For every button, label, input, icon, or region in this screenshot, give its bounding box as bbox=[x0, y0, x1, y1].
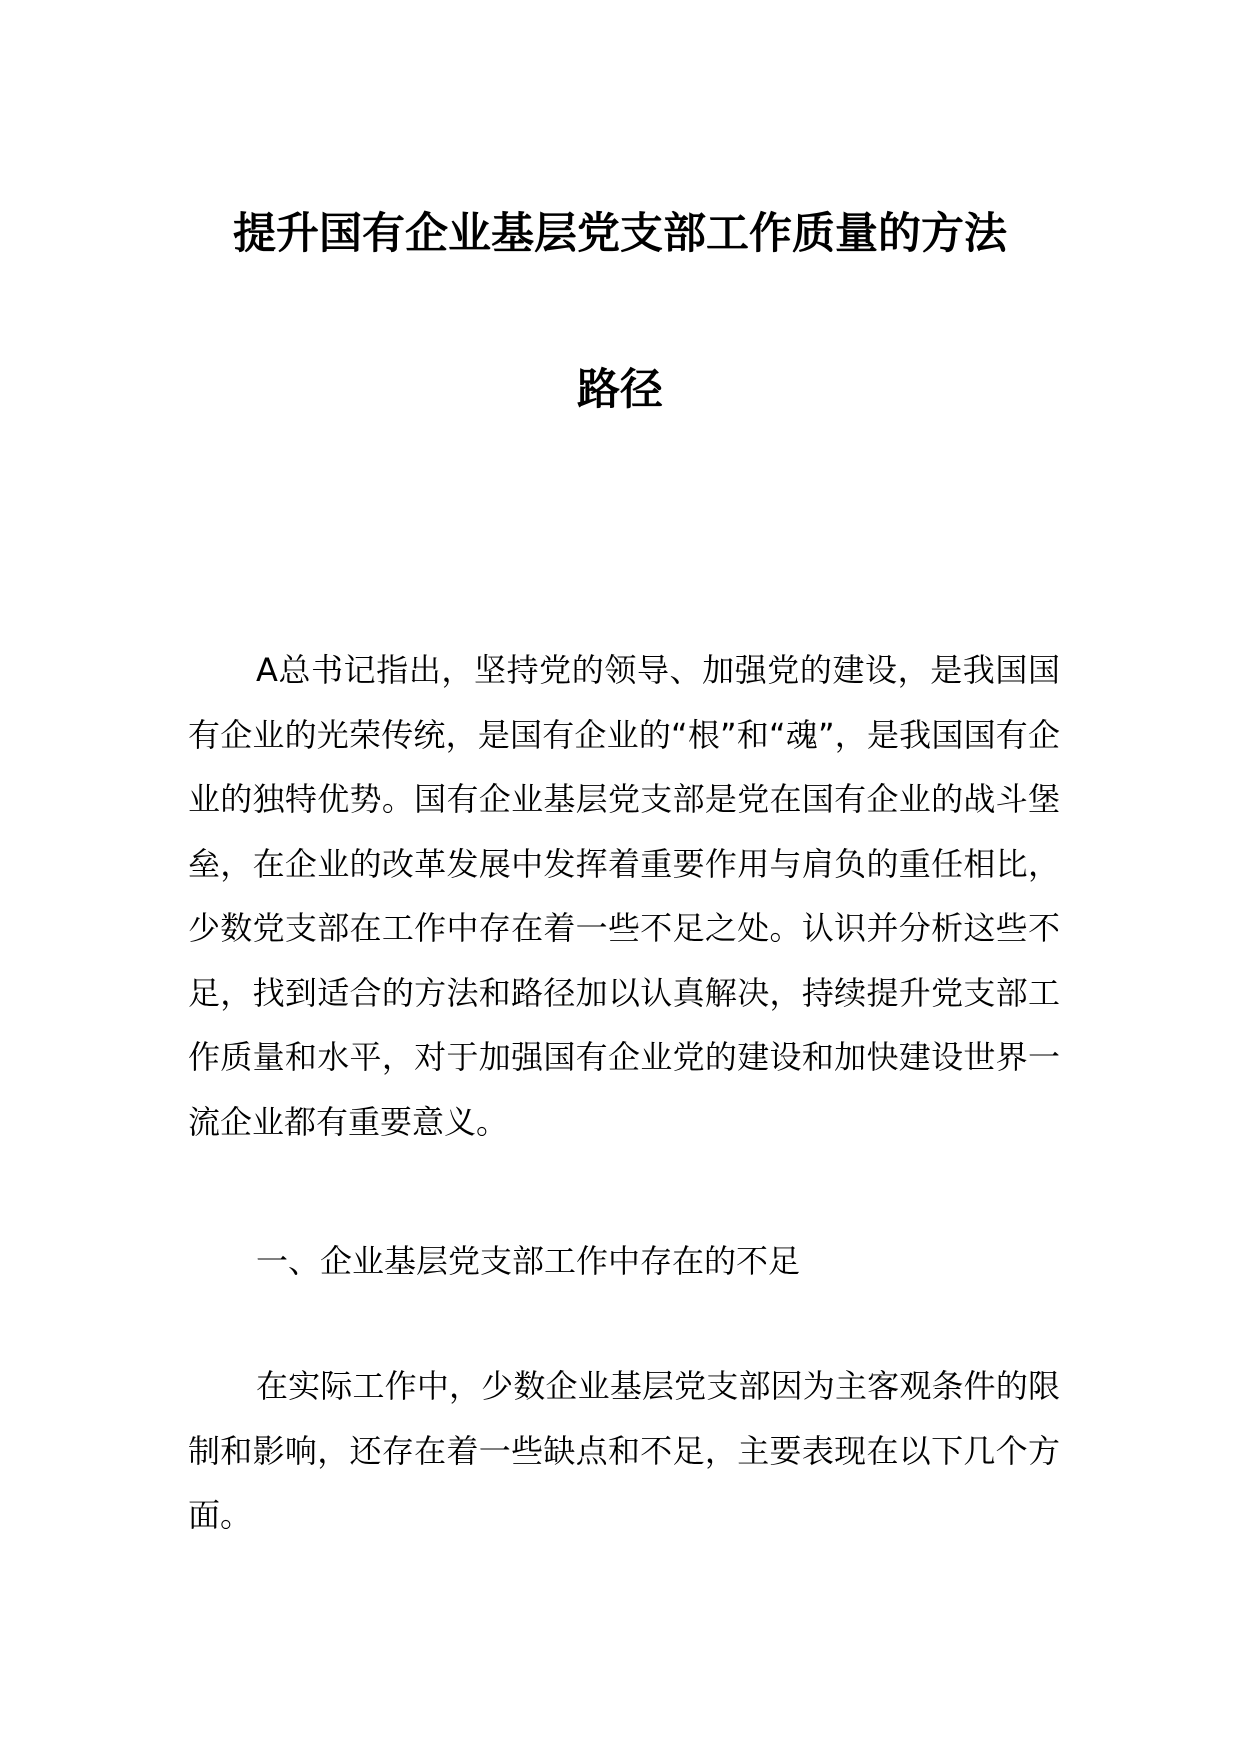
body-paragraph-section-1: 在实际工作中，少数企业基层党支部因为主客观条件的限制和影响，还存在着一些缺点和不足，主要表现在以下几个方面。 bbox=[188, 1367, 1060, 1534]
section-heading-1: 一、企业基层党支部工作中存在的不足 bbox=[256, 1242, 801, 1280]
document-title-line-2: 路径 bbox=[577, 365, 663, 415]
body-paragraph-intro: A总书记指出，坚持党的领导、加强党的建设，是我国国有企业的光荣传统，是国有企业的“根”和“魂”，是我国国有企业的独特优势。国有企业基层党支部是党在国有企业的战斗堡垒，在企业的改革发展中发挥着重要作用与肩负的重任相比，少数党支部在工作中存在着一些不足之处。认识并分析这些不足，找到适合的方法和路径加以认真解决，持续提升党支部工作质量和水平，对于加强国有企业党的建设和加快建设世界一流企业都有重要意义。 bbox=[188, 651, 1060, 1141]
document-title-line-1: 提升国有企业基层党支部工作质量的方法 bbox=[233, 209, 1007, 259]
